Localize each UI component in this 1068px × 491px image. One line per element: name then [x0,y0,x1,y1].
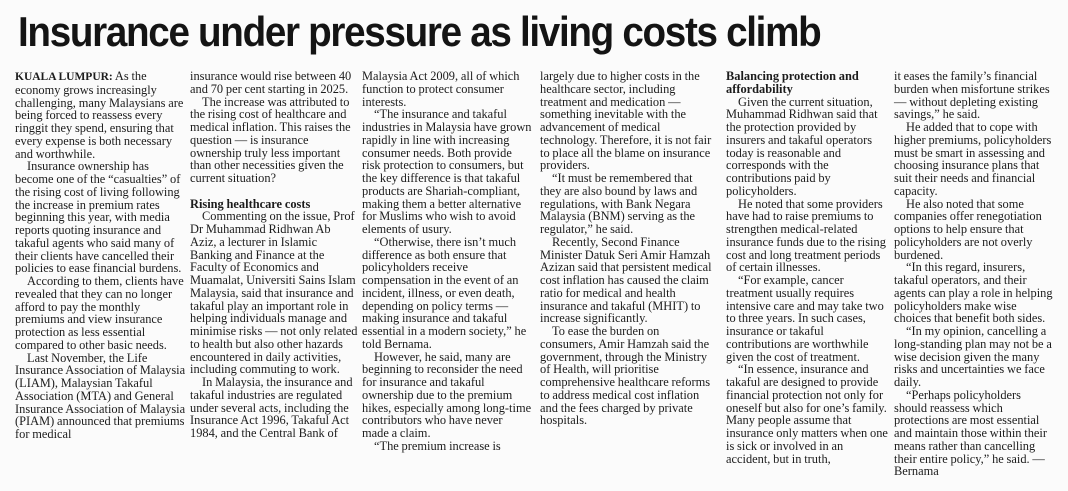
paragraph: Insurance ownership has become one of the “casualties” of the rising cost of living following the increase in premium rates beginning this year, with media reports quoting insurance and takaful agents who said many of their clients have cancelled their policies to ease financial burdens. [15,159,182,276]
headline: Insurance under pressure as living costs climb [18,8,821,55]
paragraph: The increase was attributed to the rising cost of healthcare and medical inflation. This raises the question — is insurance ownership truly less important than other necessities given the current situation? [190,94,351,185]
paragraph: “Perhaps policyholders should reassess which protections are most essential and maintain those within their means rather than cancelling their entire policy,” he said. — Bernama [894,387,1047,479]
subheading: Rising healthcare costs [190,196,311,211]
paragraph: “In this regard, insurers, takaful operators, and their agents can play a role in helping policyholders make wise choices that benefit both sides. [894,260,1053,326]
paragraph: In Malaysia, the insurance and takaful industries are regulated under several acts, including the Insurance Act 1996, Takaful Act 1984, and the Central Bank of [190,375,353,440]
paragraph: “For example, cancer treatment usually requires intensive care and may take two to three years. In such cases, insurance or takaful contributions are worthwhile given the cost of treatment. [726,273,884,364]
paragraph: Last November, the Life Insurance Association of Malaysia (LIAM), Malaysian Takaful Association (MTA) and General Insurance Association of Malaysia (PIAM) announced that premiums for medical [15,350,186,441]
paragraph: However, he said, many are beginning to reconsider the need for insurance and takaful ownership due to the premium hikes, especially among long-time contributors who have never made a claim. [362,349,532,440]
paragraph [15,70,187,160]
paragraph: it eases the family’s financial burden when misfortune strikes — without depleting existing savings,” he said. [894,69,1050,122]
paragraph: According to them, clients have revealed that they can no longer afford to pay the monthly premiums and view insurance protection as less essential compared to other basic needs. [15,274,184,352]
paragraph: Commenting on the issue, Prof Dr Muhammad Ridhwan Ab Aziz, a lecturer in Islamic Banking and Finance at the Faculty of Economics and Muamalat, Universiti Sains Islam Malaysia, said that insurance and takaful play an important role in helping individuals manage and minimise risks — not only related to health but also other hazards encountered in daily activities, including commuting to work. [190,209,358,377]
subheading: Balancing protection and affordability [726,69,859,96]
paragraph: Malaysia Act 2009, all of which function to protect consumer interests. [362,69,520,109]
paragraph: Recently, Second Finance Minister Datuk Seri Amir Hamzah Azizan said that persistent medical cost inflation has caused the claim ratio for medical and health insurance and takaful (MHIT) to increase significantly. [540,234,712,326]
paragraph: To ease the burden on consumers, Amir Hamzah said the government, through the Ministry of Health, will prioritise comprehensive healthcare reforms to address medical cost inflation and the fees charged by private hospitals. [540,324,711,428]
spacer [190,185,358,198]
paragraph: “The insurance and takaful industries in Malaysia have grown rapidly in line with increasing consumer needs. Both provide risk protection to consumers, but the key difference is that takaful products are Shariah-compliant, making them a better alternative for Muslims who wish to avoid elements of usury. [362,107,532,236]
dateline: KUALA LUMPUR: [15,71,113,83]
paragraph: “Otherwise, there isn’t much difference as both ensure that policyholders receive compensation in the event of an incident, illness, or even death, depending on policy terms — making insurance and takaful essential in a modern society,” he told Bernama. [362,234,527,351]
article-column-2 [190,70,358,440]
paragraph: insurance would rise between 40 and 70 per cent starting in 2025. [190,69,352,96]
paragraph: “It must be remembered that they are also bound by laws and regulations, with Bank Negara Malaysia (BNM) serving as the regulator,” he said. [540,171,698,236]
article-column-1 [15,70,187,441]
article-column-5 [726,70,890,465]
paragraph: He added that to cope with higher premiums, policyholders must be smart in assessing and choosing insurance plans that suit their needs and financial capacity. [894,120,1052,198]
paragraph: Given the current situation, Muhammad Ridhwan said that the protection provided by insurers and takaful operators today is reasonable and corresponds with the contributions paid by policyholders. [726,94,878,198]
article-column-4 [540,70,712,427]
paragraph: He also noted that some companies offer renegotiation options to help ensure that policyholders are not overly burdened. [894,196,1042,262]
paragraph: He noted that some providers have had to raise premiums to strengthen medical-related insurance funds due to the rising cost and long treatment periods of certain illnesses. [726,196,886,275]
paragraph: largely due to higher costs in the healthcare sector, including treatment and medication — something inevitable with the advancement of medical technology. Therefore, it is not fair to place all the blame on insurance providers. [540,69,712,173]
article-column-6 [894,70,1056,478]
paragraph: “The premium increase is [374,438,501,453]
paragraph: “In essence, insurance and takaful are designed to provide financial protection not only for oneself but also for one’s family. Many people assume that insurance only matters when one is sick or involved in an accident, but in truth, [726,362,888,466]
paragraph: “In my opinion, cancelling a long-standing plan may not be a wise decision given the many risks and uncertainties we face daily. [894,324,1052,389]
article-column-3 [362,70,532,453]
paragraph-text: As the economy grows increasingly challenging, many Malaysians are being forced to reassess every ringgit they spend, ensuring that every expense is both necessary and worthwhile. [15,69,184,161]
